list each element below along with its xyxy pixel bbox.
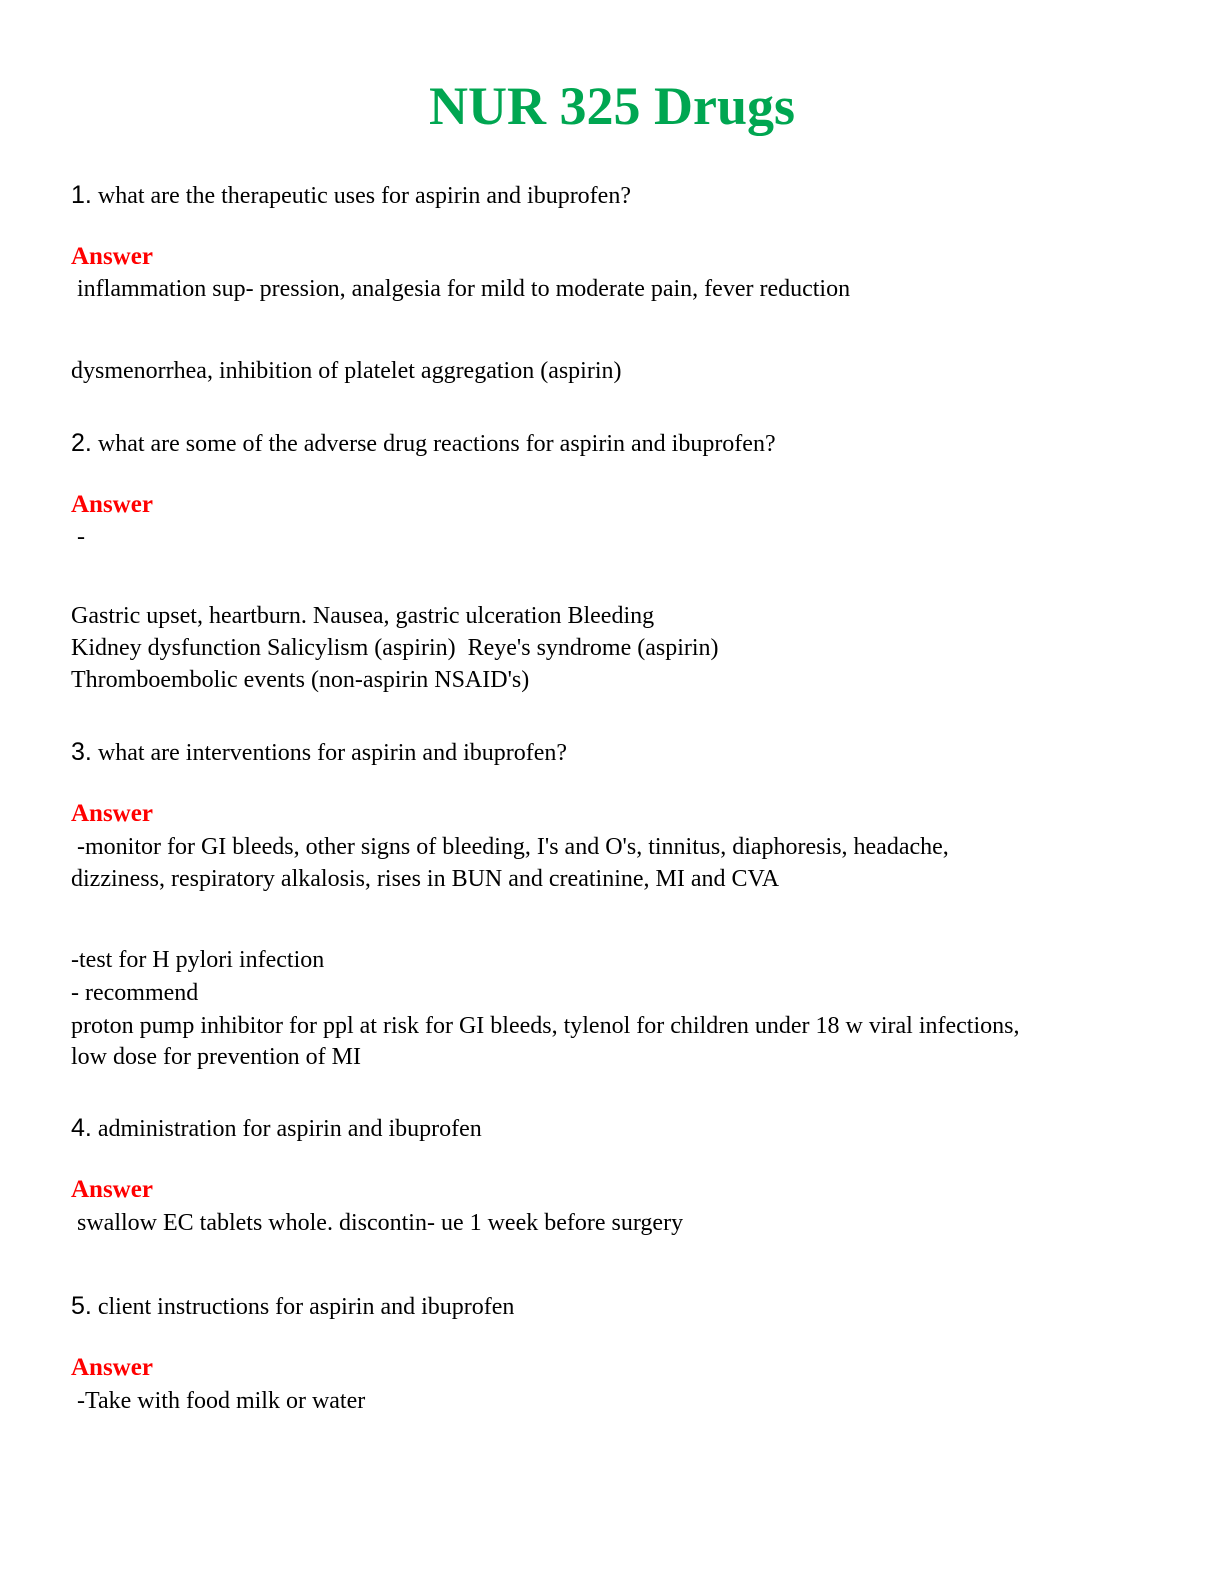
answer-line: proton pump inhibitor for ppl at risk for GI bleeds, tylenol for children under 18 w viral infections, <box>71 1013 1020 1039</box>
answer-line: Kidney dysfunction Salicylism (aspirin) Reye's syndrome (aspirin) <box>71 635 719 661</box>
answer-label: Answer <box>71 1176 153 1203</box>
answer-line: Thromboembolic events (non-aspirin NSAID's) <box>71 667 530 693</box>
question-text: what are some of the adverse drug reactions for aspirin and ibuprofen? <box>97 431 776 457</box>
question-number: 2. <box>71 429 92 457</box>
question-number: 3. <box>71 738 92 766</box>
question-text: what are the therapeutic uses for aspirin and ibuprofen? <box>97 183 631 209</box>
question-text: client instructions for aspirin and ibuprofen <box>97 1294 515 1320</box>
page-title: NUR 325 Drugs <box>428 76 795 136</box>
answer-label: Answer <box>71 800 153 827</box>
answer-line: - recommend <box>71 980 199 1006</box>
answer-line: swallow EC tablets whole. discontin- ue 1 week before surgery <box>71 1210 684 1236</box>
question-5 <box>71 1291 514 1322</box>
question-3 <box>71 737 567 768</box>
answer-line: -test for H pylori infection <box>71 947 325 973</box>
answer-line: - <box>71 524 85 550</box>
question-text: what are interventions for aspirin and ibuprofen? <box>97 740 568 766</box>
answer-label: Answer <box>71 491 153 518</box>
question-2 <box>71 428 776 459</box>
answer-label: Answer <box>71 1354 153 1381</box>
question-number: 1. <box>71 181 92 209</box>
answer-line: -Take with food milk or water <box>71 1388 366 1414</box>
answer-line: dizziness, respiratory alkalosis, rises in BUN and creatinine, MI and CVA <box>71 866 780 892</box>
answer-line: inflammation sup- pression, analgesia for mild to moderate pain, fever reduction <box>71 276 851 302</box>
answer-line: -monitor for GI bleeds, other signs of bleeding, I's and O's, tinnitus, diaphoresis, headache, <box>71 834 949 860</box>
answer-label: Answer <box>71 243 153 270</box>
question-1 <box>71 180 631 211</box>
answer-line: Gastric upset, heartburn. Nausea, gastric ulceration Bleeding <box>71 603 655 629</box>
question-4 <box>71 1113 482 1144</box>
question-text: administration for aspirin and ibuprofen <box>97 1116 482 1142</box>
question-number: 5. <box>71 1292 92 1320</box>
question-number: 4. <box>71 1114 92 1142</box>
answer-line: low dose for prevention of MI <box>71 1044 361 1070</box>
answer-line: dysmenorrhea, inhibition of platelet aggregation (aspirin) <box>71 358 622 384</box>
